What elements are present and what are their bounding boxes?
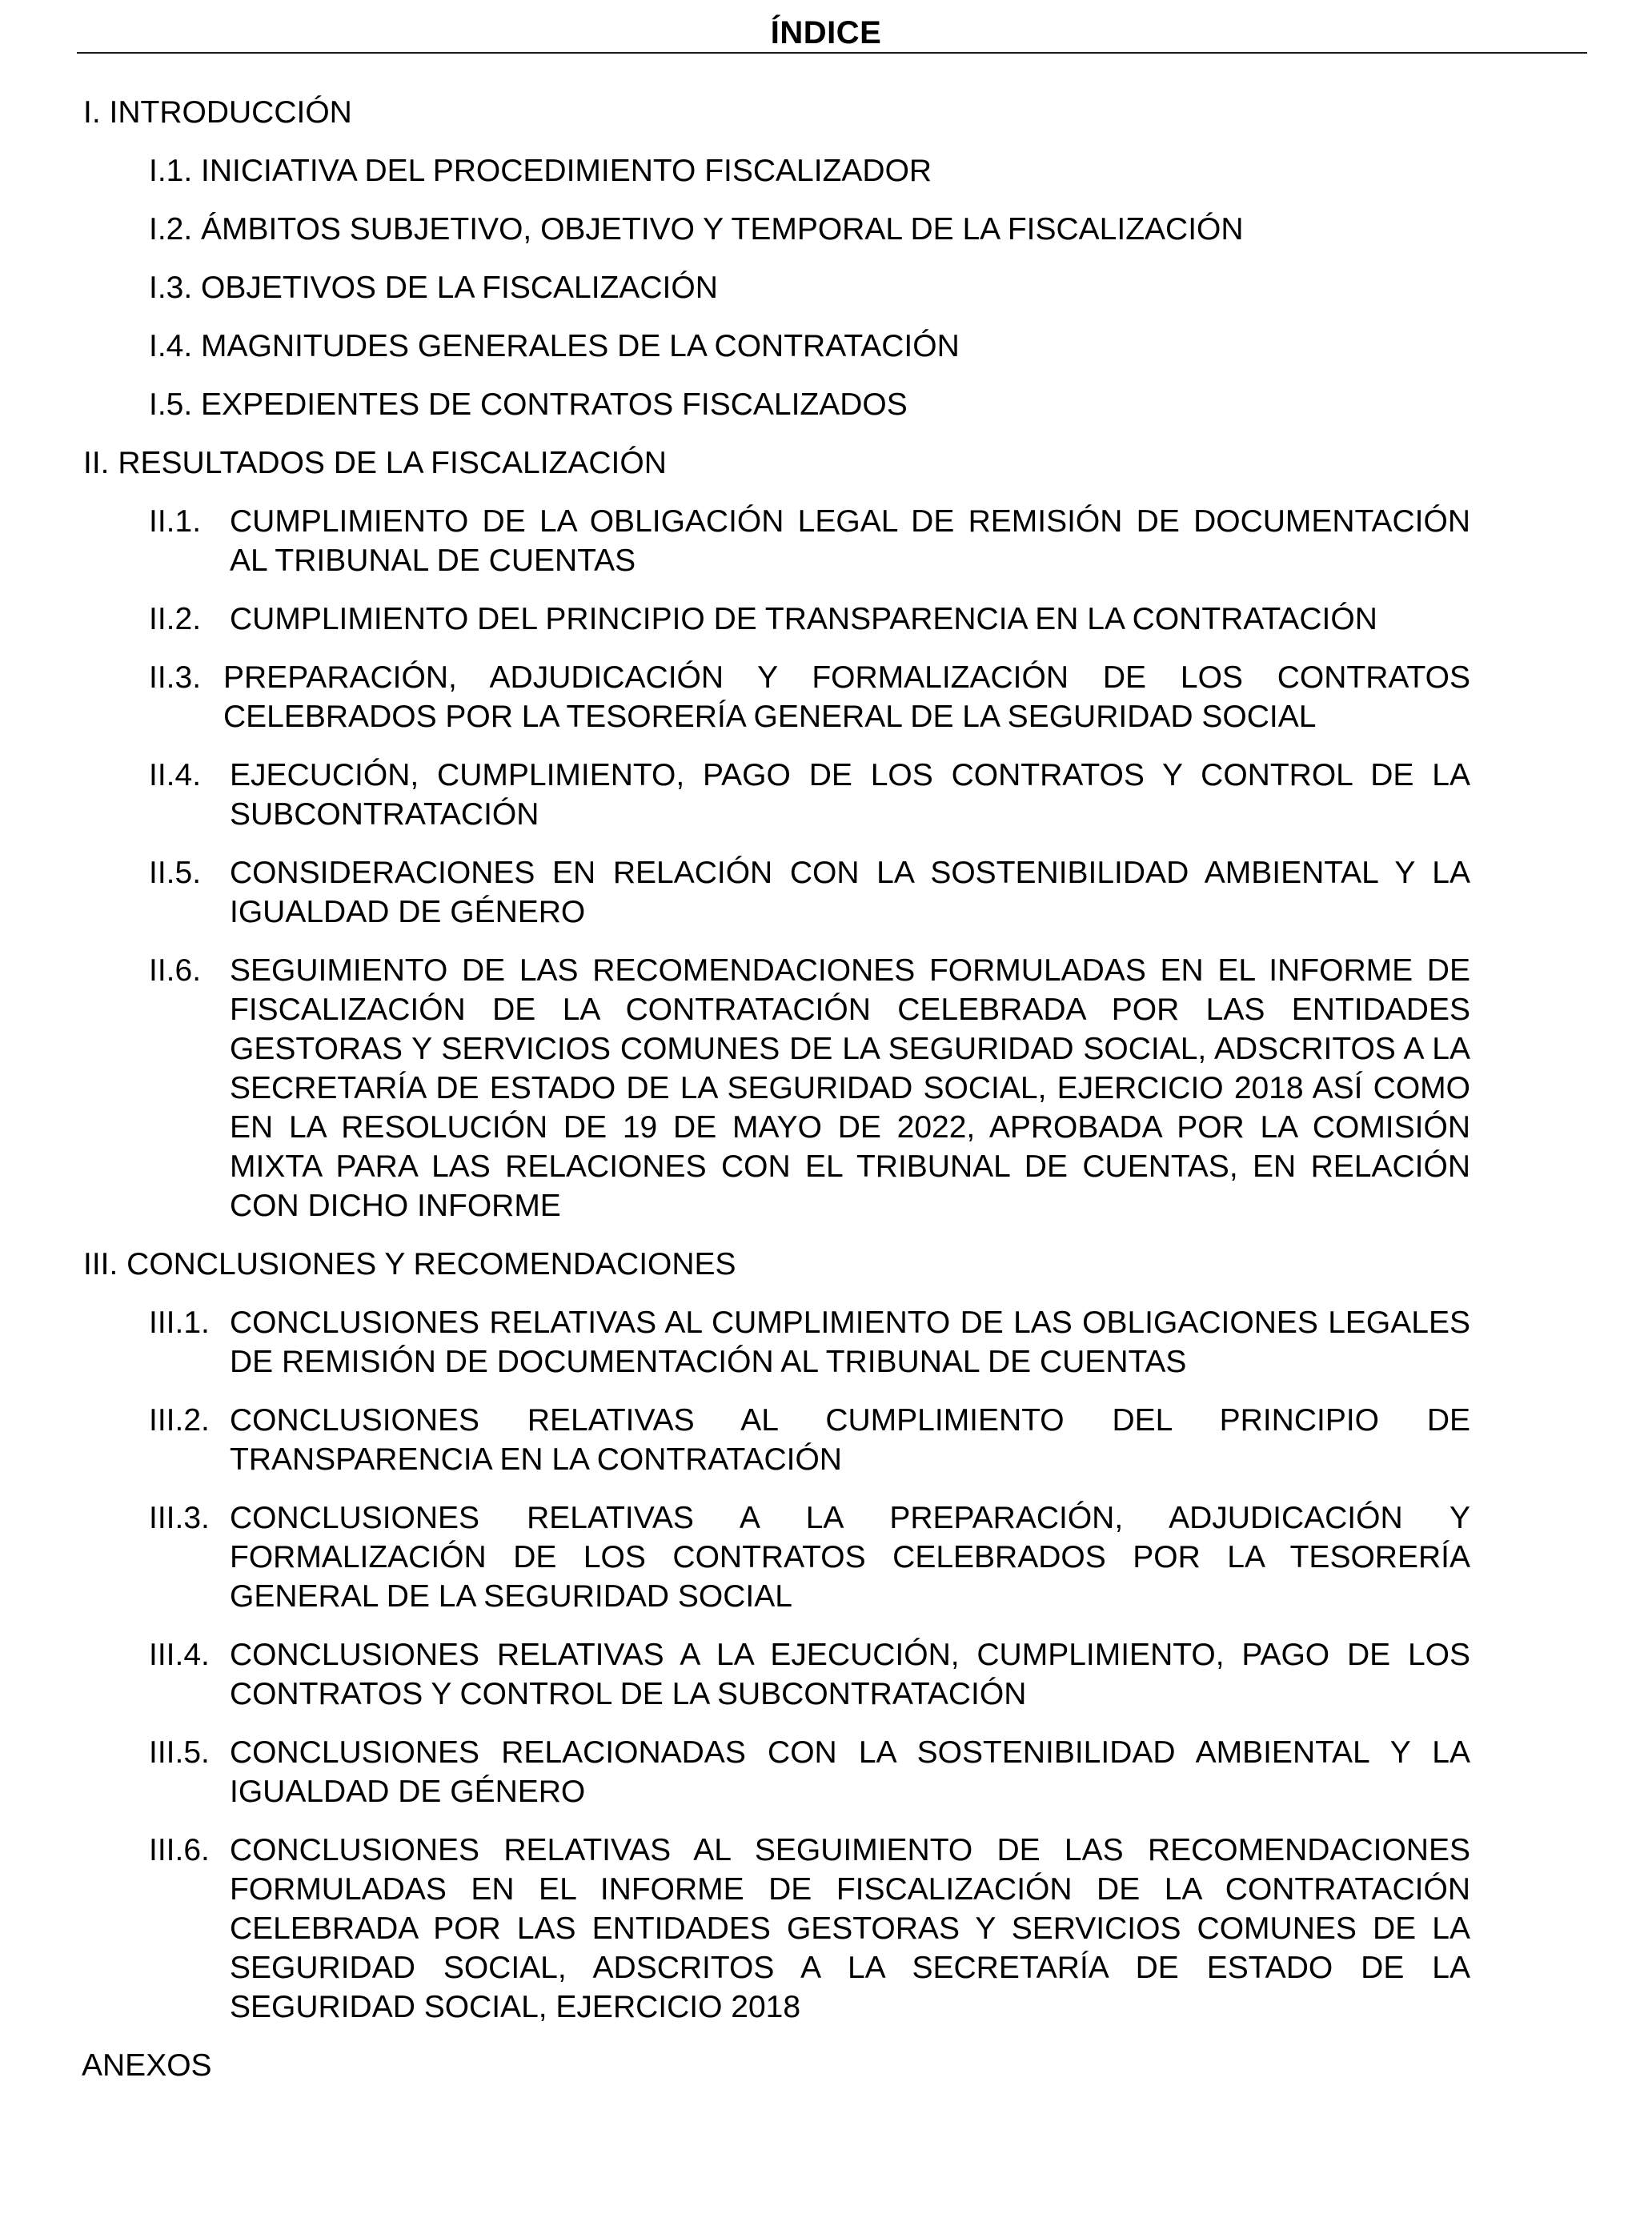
toc-item-number: II.4. (149, 758, 202, 792)
toc-item-i-3[interactable] (149, 268, 1652, 307)
toc-item-text: CONSIDERACIONES EN RELACIÓN CON LA SOSTENIBILIDAD AMBIENTAL Y LA IGUALDAD DE GÉNERO (230, 856, 1470, 929)
toc-item-number: III.5. (149, 1735, 210, 1770)
toc-item-text: ÁMBITOS SUBJETIVO, OBJETIVO Y TEMPORAL DE LA FISCALIZACIÓN (201, 212, 1244, 247)
toc-item-i-5[interactable] (149, 385, 1652, 424)
toc-item-ii-1[interactable] (149, 502, 1470, 580)
title-divider (77, 52, 1587, 54)
toc-item-number: II.3. (149, 660, 202, 695)
toc-item-text: OBJETIVOS DE LA FISCALIZACIÓN (201, 271, 718, 305)
toc-item-text: INICIATIVA DEL PROCEDIMIENTO FISCALIZADOR (201, 154, 932, 188)
toc-item-number: I.1. (149, 154, 193, 188)
toc-item-text: MAGNITUDES GENERALES DE LA CONTRATACIÓN (201, 329, 960, 363)
toc-item-ii-4[interactable] (149, 756, 1470, 834)
toc-item-number: II.2. (149, 602, 202, 636)
toc-item-ii-3[interactable] (149, 658, 1470, 736)
toc-item-text: SEGUIMIENTO DE LAS RECOMENDACIONES FORMULADAS EN EL INFORME DE FISCALIZACIÓN DE LA CONTRATACIÓN CELEBRADA POR LAS ENTIDADES GESTORAS Y SERVICIOS COMUNES DE LA SEGURIDAD SOCIAL, ADSCRITOS A LA SECRETARÍA DE ESTADO DE LA SEGURIDAD SOCIAL, EJERCICIO 2018 ASÍ COMO EN LA RESOLUCIÓN DE 19 DE MAYO DE 2022, APROBADA POR LA COMISIÓN MIXTA PARA LAS RELACIONES CON EL TRIBUNAL DE CUENTAS, EN RELACIÓN CON DICHO INFORME (230, 953, 1470, 1223)
toc-item-text: CONCLUSIONES RELATIVAS AL SEGUIMIENTO DE LAS RECOMENDACIONES FORMULADAS EN EL INFORME DE FISCALIZACIÓN DE LA CONTRATACIÓN CELEBRADA POR LAS ENTIDADES GESTORAS Y SERVICIOS COMUNES DE LA SEGURIDAD SOCIAL, ADSCRITOS A LA SECRETARÍA DE ESTADO DE LA SEGURIDAD SOCIAL, EJERCICIO 2018 (230, 1833, 1470, 2024)
toc-item-ii-5[interactable] (149, 853, 1470, 932)
toc-item-number: III.4. (149, 1638, 210, 1672)
toc-item-number: II.1. (149, 504, 202, 539)
page-title: ÍNDICE (770, 15, 882, 50)
toc-section-resultados[interactable]: II. RESULTADOS DE LA FISCALIZACIÓN (83, 446, 667, 480)
toc-item-text: CUMPLIMIENTO DEL PRINCIPIO DE TRANSPARENCIA EN LA CONTRATACIÓN (230, 602, 1377, 636)
table-of-contents (0, 93, 1652, 2085)
toc-item-iii-5[interactable] (149, 1733, 1470, 1811)
toc-item-iii-1[interactable] (149, 1303, 1470, 1382)
toc-item-number: I.3. (149, 271, 193, 305)
toc-item-text: EXPEDIENTES DE CONTRATOS FISCALIZADOS (201, 387, 908, 422)
toc-item-text: CONCLUSIONES RELATIVAS AL CUMPLIMIENTO DE LAS OBLIGACIONES LEGALES DE REMISIÓN DE DOCUMENTACIÓN AL TRIBUNAL DE CUENTAS (230, 1306, 1470, 1379)
toc-item-i-2[interactable] (149, 210, 1652, 249)
toc-item-text: EJECUCIÓN, CUMPLIMIENTO, PAGO DE LOS CONTRATOS Y CONTROL DE LA SUBCONTRATACIÓN (230, 758, 1470, 832)
toc-item-i-1[interactable] (149, 151, 1652, 191)
toc-item-text: CUMPLIMIENTO DE LA OBLIGACIÓN LEGAL DE REMISIÓN DE DOCUMENTACIÓN AL TRIBUNAL DE CUENTAS (230, 504, 1470, 578)
toc-item-number: II.5. (149, 856, 202, 890)
toc-item-text: PREPARACIÓN, ADJUDICACIÓN Y FORMALIZACIÓN DE LOS CONTRATOS CELEBRADOS POR LA TESORERÍA GENERAL DE LA SEGURIDAD SOCIAL (223, 660, 1470, 734)
toc-section-conclusiones[interactable]: III. CONCLUSIONES Y RECOMENDACIONES (83, 1247, 736, 1281)
toc-item-number: II.6. (149, 953, 202, 988)
toc-item-text: CONCLUSIONES RELATIVAS A LA EJECUCIÓN, CUMPLIMIENTO, PAGO DE LOS CONTRATOS Y CONTROL DE LA SUBCONTRATACIÓN (230, 1638, 1470, 1711)
toc-item-text: CONCLUSIONES RELATIVAS A LA PREPARACIÓN, ADJUDICACIÓN Y FORMALIZACIÓN DE LOS CONTRATOS CELEBRADOS POR LA TESORERÍA GENERAL DE LA SEGURIDAD SOCIAL (230, 1501, 1470, 1614)
toc-section-introduccion[interactable]: I. INTRODUCCIÓN (83, 95, 352, 130)
toc-section-anexos[interactable]: ANEXOS (82, 2048, 212, 2083)
toc-item-iii-2[interactable] (149, 1401, 1470, 1479)
toc-item-ii-2[interactable] (149, 600, 1470, 639)
toc-item-ii-6[interactable] (149, 951, 1470, 1225)
toc-item-iii-4[interactable] (149, 1635, 1470, 1714)
toc-item-i-4[interactable] (149, 327, 1652, 366)
toc-item-number: I.5. (149, 387, 193, 422)
toc-item-iii-3[interactable] (149, 1498, 1470, 1616)
toc-item-number: III.3. (149, 1501, 210, 1535)
toc-item-number: III.6. (149, 1833, 210, 1867)
toc-item-number: I.4. (149, 329, 193, 363)
toc-item-iii-6[interactable] (149, 1831, 1470, 2027)
toc-item-number: I.2. (149, 212, 193, 247)
toc-item-number: III.2. (149, 1403, 210, 1438)
toc-item-text: CONCLUSIONES RELATIVAS AL CUMPLIMIENTO DEL PRINCIPIO DE TRANSPARENCIA EN LA CONTRATACIÓN (230, 1403, 1470, 1477)
toc-item-number: III.1. (149, 1306, 210, 1340)
toc-item-text: CONCLUSIONES RELACIONADAS CON LA SOSTENIBILIDAD AMBIENTAL Y LA IGUALDAD DE GÉNERO (230, 1735, 1470, 1809)
